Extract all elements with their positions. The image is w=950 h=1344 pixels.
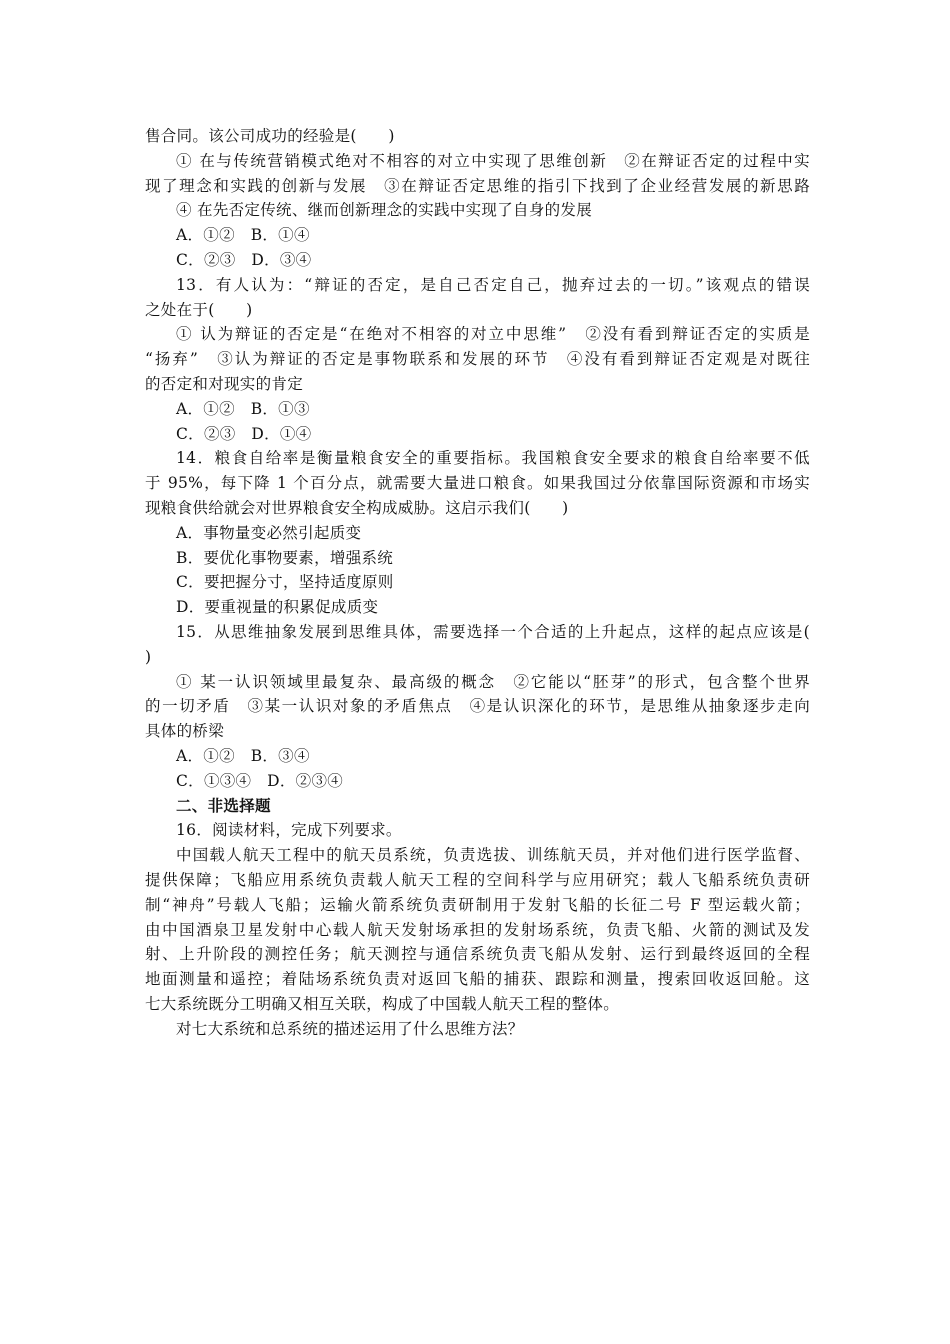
- text-line: D．要重视量的积累促成质变: [176, 598, 379, 617]
- text-line: 对七大系统和总系统的描述运用了什么思维方法？: [176, 1019, 524, 1038]
- text-line: A．①② B．①③: [176, 399, 310, 418]
- text-line: ④ 在先否定传统、继而创新理念的实践中实现了自身的发展: [176, 201, 593, 220]
- text-line: A．事物量变必然引起质变: [176, 523, 362, 542]
- text-line: C．②③ D．①④: [176, 424, 312, 443]
- text-line: ): [145, 647, 152, 666]
- text-line: 射、上升阶段的测控任务；航天测控与通信系统负责飞船从发射、运行到最终返回的全程: [145, 945, 810, 964]
- text-line: C．①③④ D．②③④: [176, 771, 344, 790]
- text-line: 提供保障；飞船应用系统负责载人航天工程的空间科学与应用研究；载人飞船系统负责研: [145, 870, 810, 889]
- text-line: ① 某一认识领域里最复杂、最高级的概念 ②它能以“胚芽”的形式，包含整个世界: [176, 672, 810, 691]
- text-line: 16．阅读材料，完成下列要求。: [176, 821, 402, 840]
- text-line: A．①② B．①④: [176, 226, 310, 245]
- text-line: 地面测量和遥控；着陆场系统负责对返回飞船的捕获、跟踪和测量，搜索回收返回舱。这: [145, 970, 810, 989]
- text-line: B．要优化事物要素，增强系统: [176, 548, 394, 567]
- document-body: [145, 124, 810, 1041]
- text-line: 售合同。该公司成功的经验是( ): [145, 127, 395, 145]
- text-line: 中国载人航天工程中的航天员系统，负责选拔、训练航天员，并对他们进行医学监督、: [176, 846, 810, 865]
- text-line: 七大系统既分工明确又相互关联，构成了中国载人航天工程的整体。: [145, 994, 620, 1013]
- text-line: ① 认为辩证的否定是“在绝对不相容的对立中思维” ②没有看到辩证否定的实质是: [176, 325, 810, 344]
- text-line: C．②③ D．③④: [176, 250, 312, 269]
- text-line: 的一切矛盾 ③某一认识对象的矛盾焦点 ④是认识深化的环节，是思维从抽象逐步走向: [145, 697, 810, 716]
- text-line: 现了理念和实践的创新与发展 ③在辩证否定思维的指引下找到了企业经营发展的新思路: [145, 176, 810, 195]
- text-line: 由中国酒泉卫星发射中心载人航天发射场承担的发射场系统，负责飞船、火箭的测试及发: [145, 920, 810, 939]
- text-line: “扬弃” ③认为辩证的否定是事物联系和发展的环节 ④没有看到辩证否定观是对既往: [145, 350, 810, 369]
- text-line: 之处在于( ): [145, 300, 253, 319]
- text-line: C．要把握分寸，坚持适度原则: [176, 573, 394, 592]
- text-line: A．①② B．③④: [176, 746, 310, 765]
- section-heading: 二、非选择题: [176, 795, 271, 815]
- text-line: 制“神舟”号载人飞船；运输火箭系统负责研制用于发射飞船的长征二号 F 型运载火箭；: [145, 895, 810, 914]
- text-line: 的否定和对现实的肯定: [145, 374, 304, 393]
- text-line: 14．粮食自给率是衡量粮食安全的重要指标。我国粮食安全要求的粮食自给率要不低: [176, 449, 810, 468]
- text-line: ① 在与传统营销模式绝对不相容的对立中实现了思维创新 ②在辩证否定的过程中实: [176, 151, 810, 170]
- text-line: 于 95%，每下降 1 个百分点，就需要大量进口粮食。如果我国过分依靠国际资源和市场实: [145, 474, 810, 493]
- text-line: 现粮食供给就会对世界粮食安全构成威胁。这启示我们( ): [145, 498, 569, 517]
- text-line: 具体的桥梁: [145, 722, 225, 741]
- text-line: 13．有人认为：“辩证的否定，是自己否定自己，抛弃过去的一切。”该观点的错误: [176, 275, 810, 294]
- text-line: 15．从思维抽象发展到思维具体，需要选择一个合适的上升起点，这样的起点应该是(: [176, 622, 810, 641]
